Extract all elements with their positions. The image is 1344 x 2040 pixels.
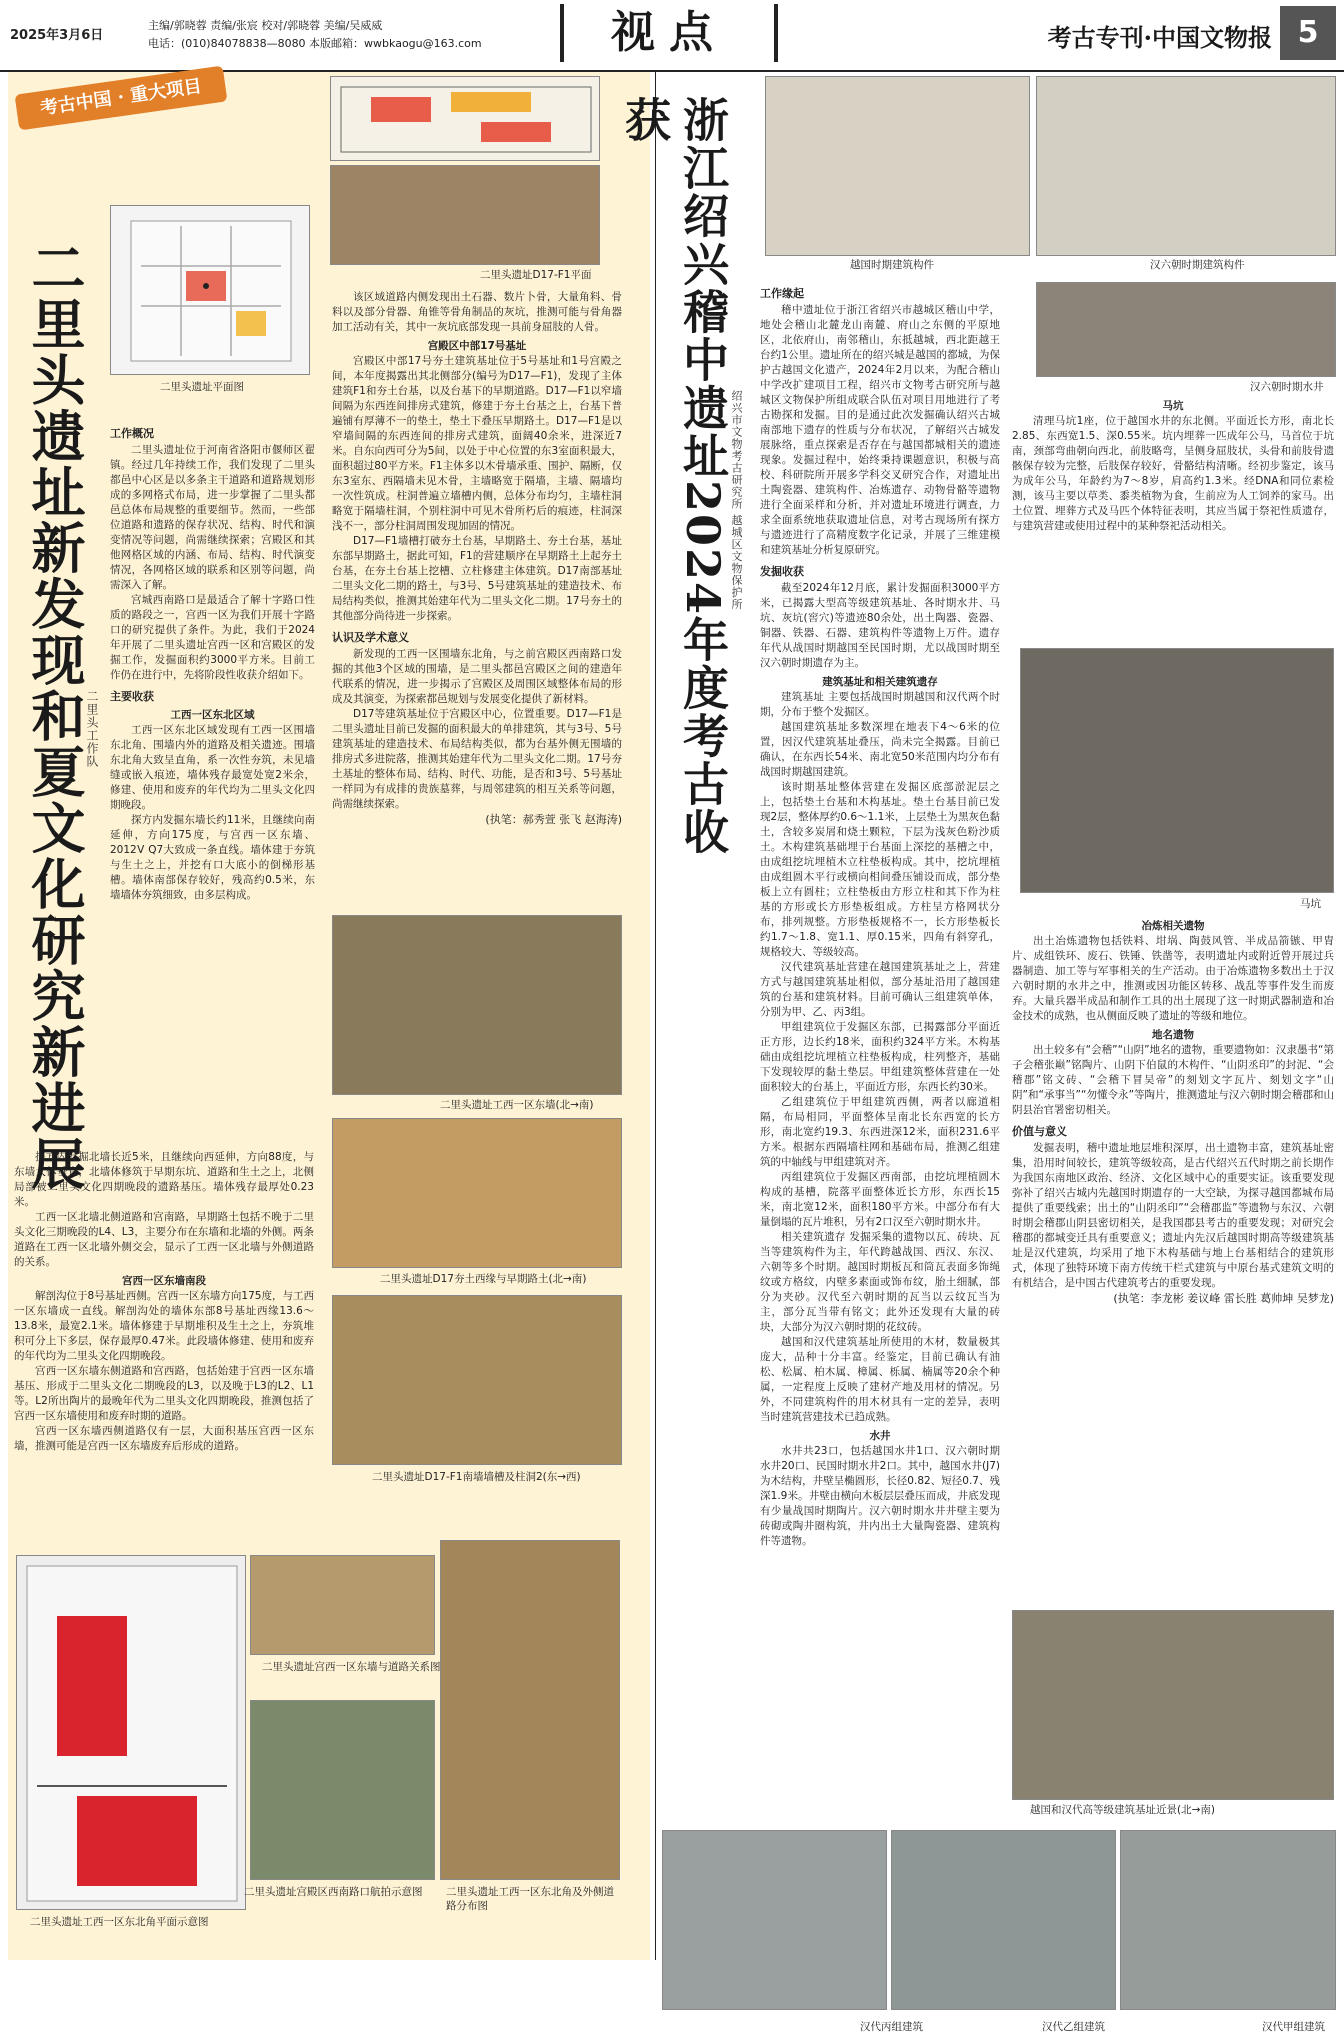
para-dig-1: 截至2024年12月底，累计发掘面积3000平方米，已揭露大型高等级建筑基址、各时期水井、马坑、灰坑(窖穴)等遗迹80余处，出土陶器、瓷器、铜器、铁器、石器、建筑构件等遗物上万件。遗存年代从战国时期越国至民国时期，尤以战国时期至汉六朝时期遗存为主。 xyxy=(760,582,1000,669)
heading-dig: 发掘收获 xyxy=(760,565,804,578)
photo-site-overview xyxy=(1012,1610,1334,1800)
archaeology-china-tag: 考古中国 · 重大项目 xyxy=(15,66,228,131)
para-work-1: 二里头遗址位于河南省洛阳市偃师区翟镇。经过几年持续工作，我们发现了二里头都邑中心区是以多条主干道路和道路规划形成的多网格式布局，进一步掌握了二里头都邑总体布局规整的重要细节。然而，一些部位道路和遗路的保存状况、结构、时代和演变情况等问题，尚需继续探索；宫殿区和其他网格区域的内涵、布局、结构、时代演变情况，各网格区域的联系和区别等问题，尚需深入了解。 xyxy=(110,444,315,591)
para-d17-b: D17—F1墙槽打破夯土台基，早期路土、夯土台基，基址东部早期路土，据此可知，F1的营建顺序在早期路土上起夯土台基，在夯土台基上挖槽、立柱修建主体建筑。D17南部基址二里头文化二期的路土，与3号、5号建筑基址的建造技术、布局结构类似，推测其始建年代为二里头文化二期。17号夯土的其他部分尚待进一步探索。 xyxy=(332,535,622,622)
para-gw-2: 探方内发掘东墙长约11米，且继续向南延伸，方向175度，与宫西一区东墙、2012Ⅴ Q7大致成一条直线。墙体建于夯筑与生土之上，并挖有口大底小的倒梯形基槽。墙体南部保存较好，残高约0.5米，东墙墙体夯筑细致，由多层构成。 xyxy=(110,814,315,901)
left-byline: (执笔：郝秀萱 张飞 赵海涛) xyxy=(485,813,622,826)
para-gx-4: 该区域道路内侧发现出土石器、数片卜骨，大量角料、骨料以及部分骨器、角锥等骨角制品的灰坑，推测可能与骨角器加工活动有关，其中一灰坑底部发现一具前身屈肢的人骨。 xyxy=(332,291,622,333)
heading-smelt: 冶炼相关遗物 xyxy=(1141,920,1205,932)
para-arch-2: 该时期基址整体营建在发掘区底部淤泥层之上，包括垫土台基和木构基址。垫土台基目前已发现2层，整体厚约0.6～1.1米，上层垫土为黑灰色黏土，含较多炭屑和烧土颗粒，下层为浅灰色粉沙质土。木构建筑基础埋于台基面上深挖的基槽之中，由成组挖坑埋植木立柱垫板构成。其中，挖坑埋植由成组圆木平行或横向相间叠压铺设而成，部分垫板上立有圆柱；立柱垫板由方形立柱和其下作为柱基的方形或长方形垫板组成。方柱呈方格网状分布，排列规整。方形垫板规格不一，长方形垫板长约1.7～1.8、宽1.1、厚0.15米，四角有斜穿孔，规格较大、等级较高。 xyxy=(760,781,1000,958)
right-article-author: 绍兴市文物考古研究所 越城区文物保护所 xyxy=(730,390,743,611)
site-inset-drawing xyxy=(331,77,600,161)
heading-d17: 宫殿区中部17号基址 xyxy=(427,340,527,352)
photo-d17-west-caption: 二里头遗址D17夯土西缘与早期路土(北→南) xyxy=(380,1273,587,1285)
photo-d17-f1-plan-caption: 二里头遗址D17-F1平面 xyxy=(480,269,592,281)
photo-yue-artifacts xyxy=(765,76,1030,256)
photo-wells xyxy=(1036,282,1336,377)
para-gx-1: 解剖沟位于8号基址西侧。宫西一区东墙方向175度，与工西一区东墙成一直线。解剖沟处的墙体东部8号基址西缘13.6～13.8米，最宽2.1米。墙体修建于早期堆积及生土之上，夯筑堆积可分上下多层，保存最厚0.47米。此段墙体修建、使用和废弃的年代均为二里头文化四期晚段。 xyxy=(14,1290,314,1362)
heading-arch: 建筑基址和相关建筑遗存 xyxy=(822,676,938,688)
para-value: 发掘表明，稽中遗址地层堆积深厚，出土遗物丰富，建筑基址密集，沿用时间较长，建筑等级较高，是古代绍兴五代时期之前长期作为我国东南地区政治、经济、文化区域中心的重要实证。该重要发现弥补了绍兴古城内先越国时期遗存的一大空缺，为探寻越国都城布局提供了重要线索；出土的“山阴丞印”“会稽郡监”等遗物与东汉、六朝时期会稽郡山阴县密切相关，是我国郡县考古的重要发现；对研究会稽郡的都城变迁具有重要意义；遗址内先汉后越国时期高等级建筑基址是汉代建筑，均采用了地下木构基础与地上台基相结合的建筑形式，体现了独特环境下南方传统干栏式建筑与中原台基式建筑文明的有机结合，是中国古代建筑考古的重要发现。 xyxy=(1012,1142,1334,1289)
photo-southwest-junction-caption: 二里头遗址宫殿区西南路口航拍示意图 xyxy=(244,1886,423,1898)
heading-gw: 工西一区东北区域 xyxy=(170,709,255,721)
contact-line: 电话：(010)84078838—8080 本版邮箱：wwbkaogu@163.com xyxy=(148,37,482,50)
issue-date: 2025年3月6日 xyxy=(10,28,104,43)
para-arch-0: 建筑基址 主要包括战国时期越国和汉代两个时期，分布于整个发掘区。 xyxy=(760,691,1000,718)
right-col-1 xyxy=(760,280,1000,1810)
page-number: 5 xyxy=(1280,6,1336,60)
photo-southwest-junction xyxy=(250,1700,435,1880)
left-col-2 xyxy=(332,290,622,910)
photo-han-group-b xyxy=(891,1830,1116,2010)
photo-d17-f1-plan xyxy=(330,165,600,265)
plan-northeast-caption: 二里头遗址工西一区东北角平面示意图 xyxy=(30,1916,209,1928)
plan-northeast-corner xyxy=(16,1555,246,1910)
map-caption: 二里头遗址平面图 xyxy=(160,381,244,393)
site-plan-map xyxy=(110,205,310,375)
para-arch-5: 乙组建筑位于甲组建筑西侧，两者以廊道相隔，布局相同，平面整体呈南北长东西宽的长方形，南北宽约19.3、东西进深12米，面积231.6平方米。根据东西隔墙柱网和基础布局，推测乙组建筑的中轴线与甲组建筑对齐。 xyxy=(760,1096,1000,1168)
heading-significance: 认识及学术意义 xyxy=(332,631,409,644)
column-divider xyxy=(655,72,656,1960)
right-byline: (执笔：李龙彬 姜议峰 雷长胜 葛帅坤 吴梦龙) xyxy=(1113,1292,1334,1305)
heading-value: 价值与意义 xyxy=(1012,1125,1067,1138)
photo-east-wall-caption: 二里头遗址工西一区东墙(北→南) xyxy=(440,1099,594,1111)
heading-gain: 主要收获 xyxy=(110,690,154,703)
photo-han-group-c xyxy=(662,1830,887,2010)
photo-d17-west xyxy=(332,1118,622,1268)
photo-horse-pit xyxy=(1020,648,1334,893)
right-article-title: 浙江绍兴稽中遗址2024年度考古收获 xyxy=(618,96,730,857)
photo-d17-south-wall xyxy=(332,1295,622,1465)
heading-origin: 工作缘起 xyxy=(760,287,804,300)
heading-gx: 宫西一区东墙南段 xyxy=(122,1275,206,1287)
site-plan-drawing xyxy=(111,206,310,375)
para-gw-1: 工西一区东北区域发现有工西一区围墙东北角、围墙内外的道路及相关遗迹。围墙东北角大致呈直角，系一次性夯筑，未见墙缝或嵌入痕迹，墙体残存最宽处宽2米余，修建、使用和废弃的年代均为二里头文化四期晚段。 xyxy=(110,724,315,811)
left-article-author: 二里头工作队 xyxy=(85,690,99,768)
para-gx-3: 宫西一区东墙西侧道路仅有一层，大面积基压宫西一区东墙，推测可能是宫西一区东墙废弃后形成的道路。 xyxy=(14,1425,314,1452)
para-arch-8: 越国和汉代建筑基址所使用的木材，数量极其庞大，品种十分丰富。经鉴定，目前已确认有油松、松属、柏木属、樟属、栎属、楠属等20余个种属，一定程度上反映了建材产地及用材的情况。另外，不同建筑构件的用木材具有一定的差异，表明当时建筑营建技术已趋成熟。 xyxy=(760,1336,1000,1423)
para-well: 水井共23口，包括越国水井1口、汉六朝时期水井20口、民国时期水井2口。其中，越国水井(J7)为木结构，井壁呈椭圆形，长径0.82、短径0.7、残深1.9米。井壁由横向木板层层叠压而成，井底发现有少量战国时期陶片。汉六朝时期水井井壁主要为砖砌或陶井圈构筑，井内出土大量陶瓷器、建筑构件等遗物。 xyxy=(760,1445,1000,1547)
editors-line: 主编/郭晓蓉 责编/张宸 校对/郭晓蓉 美编/吴威威 xyxy=(148,19,383,32)
photo-han-group-c-caption: 汉代丙组建筑 xyxy=(860,2021,923,2033)
para-arch-6: 丙组建筑位于发掘区西南部，由挖坑埋植圆木构成的基槽，院落平面整体近长方形，东西长15米，南北宽12米，面积180平方米。中部分布有大量倒塌的瓦片堆积，另有2口汉至六朝时期水井。 xyxy=(760,1171,1000,1228)
newspaper-brand: 考古专刊·中国文物报 xyxy=(1047,23,1272,52)
plan-northeast-drawing xyxy=(17,1556,246,1910)
heading-horse: 马坑 xyxy=(1162,400,1184,412)
left-article-title: 二里头遗址新发现和夏文化研究新进展 xyxy=(23,240,87,1192)
photo-han-group-a-caption: 汉代甲组建筑 xyxy=(1262,2021,1325,2033)
para-gw-3: 探方内发掘北墙长近5米，且继续向西延伸，方向88度，与东墙大体垂直，北墙体修筑于早期东坑、道路和生土之上，北侧局部被二里头文化四期晚段的遗路基压。墙体残存最厚处0.23米。 xyxy=(14,1151,314,1208)
right-col-2a xyxy=(1012,395,1334,645)
photo-site-overview-caption: 越国和汉代高等级建筑基址近景(北→南) xyxy=(1030,1804,1215,1816)
photo-han-artifacts xyxy=(1036,76,1336,256)
photo-han-group-b-caption: 汉代乙组建筑 xyxy=(1042,2021,1105,2033)
site-inset-map xyxy=(330,76,600,161)
photo-horse-pit-caption: 马坑 xyxy=(1300,898,1321,910)
para-place: 出土较多有“会稽”“山阴”地名的遗物，重要遗物如：汉隶墨书“第子会稽张巅”铭陶片、山阴下伯鼠的木构件、“山阴丞印”的封泥、“会稽郡”铭文砖、“会稽下冒吴帝”的刻划文字瓦片、刻划文字“山阴”和“承事当”“勿懂令永”等陶片，推测遗址与汉六朝时期会稽郡和山阴县治官署密切相关。 xyxy=(1012,1044,1334,1116)
para-gx-2: 宫西一区东墙东侧道路和宫西路，包括始建于宫西一区东墙基压、形成于二里头文化二期晚段的L3，以及晚于L3的L2、L1等。L2所出陶片的最晚年代为二里头文化四期晚段，推测包括了宫西一区东墙使用和废弃时期的道路。 xyxy=(14,1365,314,1422)
para-d17-a: 宫殿区中部17号夯土建筑基址位于5号基址和1号宫殿之间，本年度揭露出其北侧部分(编号为D17—F1)，发现了主体建筑F1和夯土台基，以及台基下的早期道路。D17—F1以窄墙间隔为东西连间排房式建筑，修建于夯土台基之上，台基下普遍铺有厚薄不一的垫土，垫土下叠压早期路土。D17—F1是以窄墙间隔的东西连间的排房式建筑，面阔40余米，进深近7米。自东向西可分为5间，以处于中心位置的东3室面积最大，面积超过80平方米。F1主体多以木骨墙承重、围护、隔断，仅东3室东、西隔墙未见木骨，主墙略宽于隔墙，主墙、隔墙均一次性筑成。柱洞普遍立墙槽内侧，总体分布均匀，主墙柱洞略宽于隔墙柱洞，个别柱洞中可见木骨所朽后的痕迹，柱洞深浅不一，部分柱洞周围发现加固的情况。 xyxy=(332,355,622,532)
masthead xyxy=(0,0,1344,72)
photo-d17-south-wall-caption: 二里头遗址D17-F1南墙墙槽及柱洞2(东→西) xyxy=(372,1471,581,1483)
section-title: 视点 xyxy=(560,4,778,62)
para-arch-4: 甲组建筑位于发掘区东部，已揭露部分平面近正方形，边长约18米，面积约324平方米。木构基础由成组挖坑埋植立柱垫板构成，柱列整齐，基础下发现较厚的黏土垫层。甲组建筑整体营建在一处面积较大的台基上，平面近方形，东西长约30米。 xyxy=(760,1021,1000,1093)
para-arch-1: 越国建筑基址多数深埋在地表下4～6米的位置，因汉代建筑基址叠压，尚未完全揭露。目前已确认，在东西长54米、南北宽50米范围内均分布有战国时期越国建筑。 xyxy=(760,721,1000,778)
para-horse: 清理马坑1座，位于越国水井的东北侧。平面近长方形，南北长2.85、东西宽1.5、深0.55米。坑内埋葬一匹成年公马，马首位于坑南，颈部弯曲朝向西北，前肢略弯，呈侧身屈肢状，头骨和前肢骨遗骸保存较为完整，后肢保存较好，骨骼结构清晰。经初步鉴定，该马为成年公马，年龄约为7～8岁，肩高约1.3米。经DNA和同位素检测，该马主要以草类、黍类植物为食，生前应为人工饲养的家马。出土位置、埋葬方式及马匹个体特征表明，其应当属于祭祀性质遗存，与建筑营建或使用过程中的某种祭祀活动相关。 xyxy=(1012,415,1334,532)
heading-work: 工作概况 xyxy=(110,427,154,440)
photo-wells-caption: 汉六朝时期水井 xyxy=(1250,381,1324,393)
photo-han-group-a xyxy=(1120,1830,1336,2010)
para-smelt: 出土冶炼遗物包括铁料、坩埚、陶鼓风管、半成品箭镞、甲胄片、成组铁环、废石、铁锤、铁凿等，表明遗址内或附近曾开展过兵器制造、加工等与军事相关的生产活动。由于冶炼遗物多数出土于汉六朝时期的水井之中，推测或因功能区转移、战乱等事件发生而废弃。大量兵器半成品和制作工具的出土展现了这一时期武器制造和冶金技术的成熟，也从侧面反映了遗址的等级和地位。 xyxy=(1012,935,1334,1022)
para-arch-3: 汉代建筑基址营建在越国建筑基址之上，营建方式与越国建筑基址相似，部分基址沿用了越国建筑的台基和建筑材料。目前可确认三组建筑单体，分别为甲、乙、丙3组。 xyxy=(760,961,1000,1018)
photo-gongxi-wall-road-caption: 二里头遗址宫西一区东墙与道路关系图 xyxy=(262,1661,441,1673)
para-sig-1: 新发现的工西一区围墙东北角，与之前宫殿区西南路口发掘的其他3个区域的围墙，是二里头都邑宫殿区之间的建造年代联系的情况，进一步揭示了宫殿区及周围区域整体布局的形成及其演变，为探索都邑规划与发展变化提供了新材料。 xyxy=(332,648,622,705)
photo-yue-artifacts-caption: 越国时期建筑构件 xyxy=(850,259,934,271)
photo-east-wall xyxy=(332,915,622,1095)
para-work-2: 宫城西南路口是最适合了解十字路口性质的路段之一，宫西一区为我们开展十字路口的研究提供了条件。为此，我们于2024年开展了二里头遗址宫西一区和宫殿区的发掘工作，发掘面积约3000平方米。目前工作仍在进行中，先将阶段性收获介绍如下。 xyxy=(110,594,315,681)
photo-northeast-roads-caption: 二里头遗址工西一区东北角及外侧道路分布图 xyxy=(446,1886,614,1912)
photo-gongxi-wall-road xyxy=(250,1555,435,1655)
left-col-1b xyxy=(14,1150,314,1550)
para-origin: 稽中遗址位于浙江省绍兴市越城区稽山中学，地处会稽山北麓龙山南麓、府山之东侧的平原地区，北依府山，南邻稽山，东抵越城，西北距越王台约1公里。遗址所在的绍兴城是越国的都城，为保护古越国文化遗产，2024年2月以来，为配合稽山中学改扩建项目工程，绍兴市文物考古研究所与越城区文物保护所组成联合队伍对项目用地进行了考古勘探和发掘。目的是通过此次发掘确认绍兴古城南部地下遗存的性质与分布状况，了解绍兴古城发展脉络，重点探索是否存在与越国都城相关的遗迹现象。发掘过程中，始终秉持课题意识，积极与高校、科研院所开展多学科交叉研究合作，对遗址出土陶瓷器、建筑构件、冶炼遗存、动物骨骼等遗物进行全面采样和分析，并对遗址环境进行调查，力求全面系统地获取遗址信息，对考古现场所有探方与遗迹进行了高精度数字化记录，并展了三维建模和建筑基址分析复原研究。 xyxy=(760,304,1000,556)
heading-place: 地名遗物 xyxy=(1152,1029,1194,1041)
heading-well: 水井 xyxy=(869,1430,891,1442)
para-sig-2: D17等建筑基址位于宫殿区中心，位置重要。D17—F1是二里头遗址目前已发掘的面积最大的单排建筑，其与3号、5号建筑基址的建造技术、布局结构类似，都为台基外侧无围墙的排房式多进院落，推测其始建年代为二里头文化二期。17号夯土基址的整体布局、结构、时代、功能，是否和3号、5号基址一样同为有成排的贵族墓葬，与周邻建筑的相互关系等问题，尚需继续探索。 xyxy=(332,708,622,810)
photo-han-artifacts-caption: 汉六朝时期建筑构件 xyxy=(1150,259,1245,271)
para-arch-7: 相关建筑遗存 发掘采集的遗物以瓦、砖块、瓦当等建筑构件为主，年代跨越战国、西汉、东汉、六朝等多个时期。越国时期板瓦和筒瓦表面多饰绳纹或方格纹，内壁多素面或饰布纹，胎土细腻，部分为夹砂。汉代至六朝时期的瓦当以云纹瓦当为主，部分瓦当带有铭文；此外还发现有大量的砖块，大部分为汉六朝时期的花纹砖。 xyxy=(760,1231,1000,1333)
para-gw-4: 工西一区北墙北侧道路和宫南路，早期路土包括不晚于二里头文化三期晚段的L4、L3，主要分布在东墙和北墙的外侧。两条道路在工西一区北墙外侧交会，显示了工西一区北墙与外侧道路的关系。 xyxy=(14,1211,314,1268)
photo-northeast-roads xyxy=(440,1540,620,1880)
